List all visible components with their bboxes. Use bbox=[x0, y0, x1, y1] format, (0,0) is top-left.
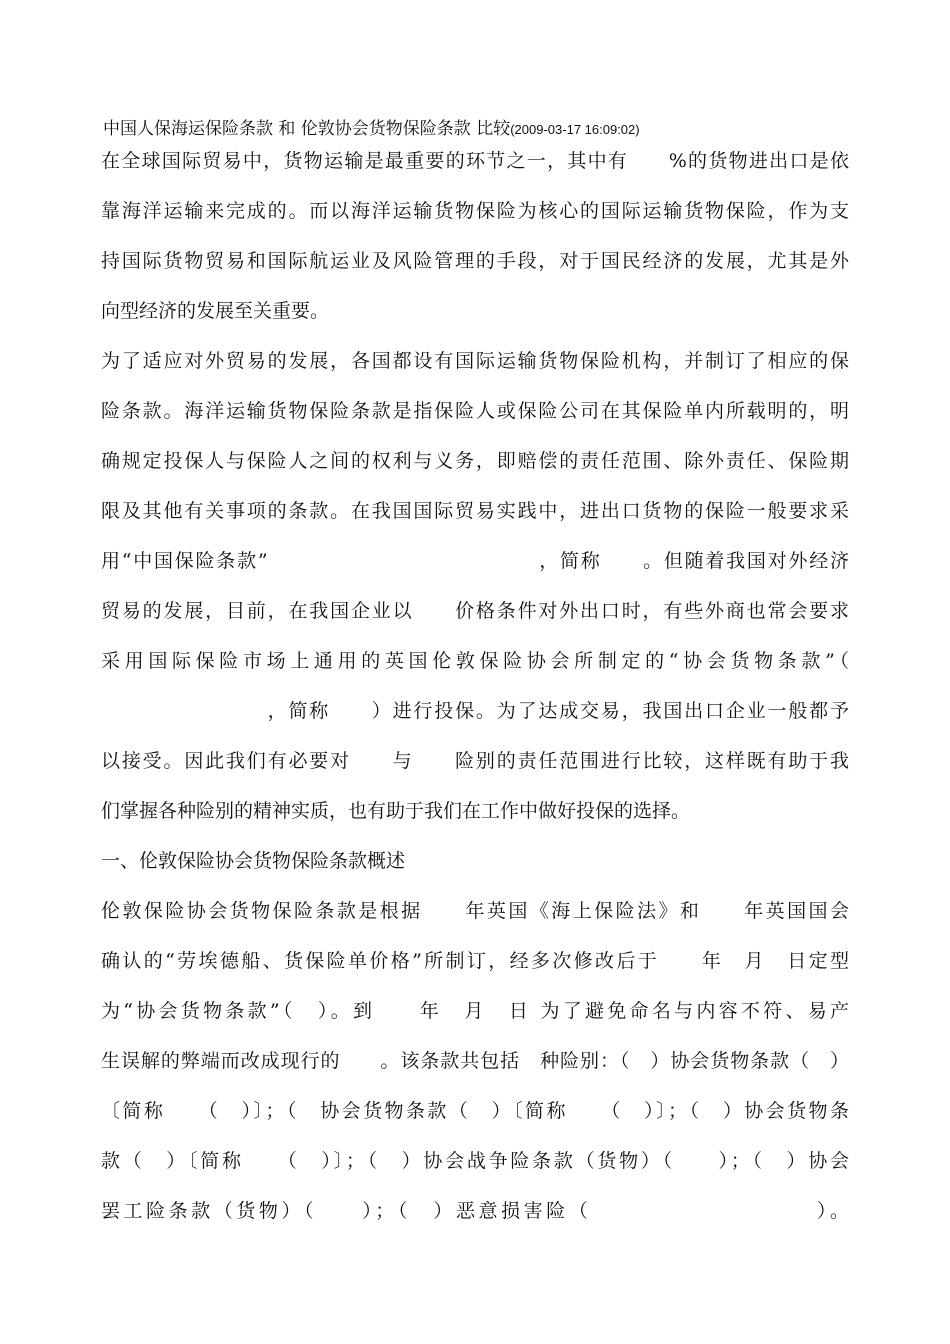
paragraph-line: 贸易的发展，目前，在我国企业以 价格条件对外出口时，有些外商也常会要求 bbox=[101, 600, 849, 622]
document-title bbox=[103, 118, 640, 141]
title-text: 中国人保海运保险条款 和 伦敦协会货物保险条款 比较 bbox=[103, 119, 511, 139]
paragraph-line: 限及其他有关事项的条款。在我国国际贸易实践中，进出口货物的保险一般要求采 bbox=[101, 500, 849, 522]
paragraph-line: 在全球国际贸易中，货物运输是最重要的环节之一，其中有 %的货物进出口是依 bbox=[101, 150, 849, 172]
paragraph-line: 确认的“劳埃德船、货保险单价格”所制订，经多次修改后于 年 月 日定型 bbox=[101, 950, 849, 972]
paragraph-line: 采用国际保险市场上通用的英国伦敦保险协会所制定的“协会货物条款”（ bbox=[101, 650, 906, 672]
paragraph-line: 险条款。海洋运输货物保险条款是指保险人或保险公司在其保险单内所载明的，明 bbox=[101, 400, 849, 422]
title-timestamp: (2009-03-17 16:09:02) bbox=[510, 122, 640, 137]
paragraph-line: 伦敦保险协会货物保险条款是根据 年英国《海上保险法》和 年英国国会 bbox=[101, 900, 849, 922]
paragraph-line: 用“中国保险条款” ，简称 。但随着我国对外经济 bbox=[101, 550, 849, 572]
section-heading: 一、伦敦保险协会货物保险条款概述 bbox=[101, 850, 406, 872]
paragraph-line: 为了适应对外贸易的发展，各国都设有国际运输货物保险机构，并制订了相应的保 bbox=[101, 350, 849, 372]
paragraph-line: 向型经济的发展至关重要。 bbox=[101, 300, 330, 322]
paragraph-line: 确规定投保人与保险人之间的权利与义务，即赔偿的责任范围、除外责任、保险期 bbox=[101, 450, 849, 472]
paragraph-line: 持国际货物贸易和国际航运业及风险管理的手段，对于国民经济的发展，尤其是外 bbox=[101, 250, 849, 272]
paragraph-line: 〔简称 （ ）〕；（ 协会货物条款（ ）〔简称 （ ）〕；（ ）协会货物条 bbox=[101, 1100, 849, 1122]
paragraph-line: 生误解的弊端而改成现行的 。该条款共包括 种险别：（ ）协会货物条款（ ） bbox=[101, 1050, 849, 1072]
paragraph-line: 罢工险条款（货物）（ ）；（ ）恶意损害险（ ）。 bbox=[101, 1200, 849, 1222]
paragraph-line: 为“协会货物条款”（ ）。到 年 月 日 为了避免命名与内容不符、易产 bbox=[101, 1000, 849, 1022]
paragraph-line: 以接受。因此我们有必要对 与 险别的责任范围进行比较，这样既有助于我 bbox=[101, 750, 849, 772]
paragraph-line: 款（ ）〔简称 （ ）〕；（ ）协会战争险条款（货物）（ ）；（ ）协会 bbox=[101, 1150, 849, 1172]
paragraph-line: 们掌握各种险别的精神实质，也有助于我们在工作中做好投保的选择。 bbox=[101, 800, 691, 822]
paragraph-line: 靠海洋运输来完成的。而以海洋运输货物保险为核心的国际运输货物保险，作为支 bbox=[101, 200, 849, 222]
paragraph-line: ，简称 ）进行投保。为了达成交易，我国出口企业一般都予 bbox=[101, 700, 849, 722]
